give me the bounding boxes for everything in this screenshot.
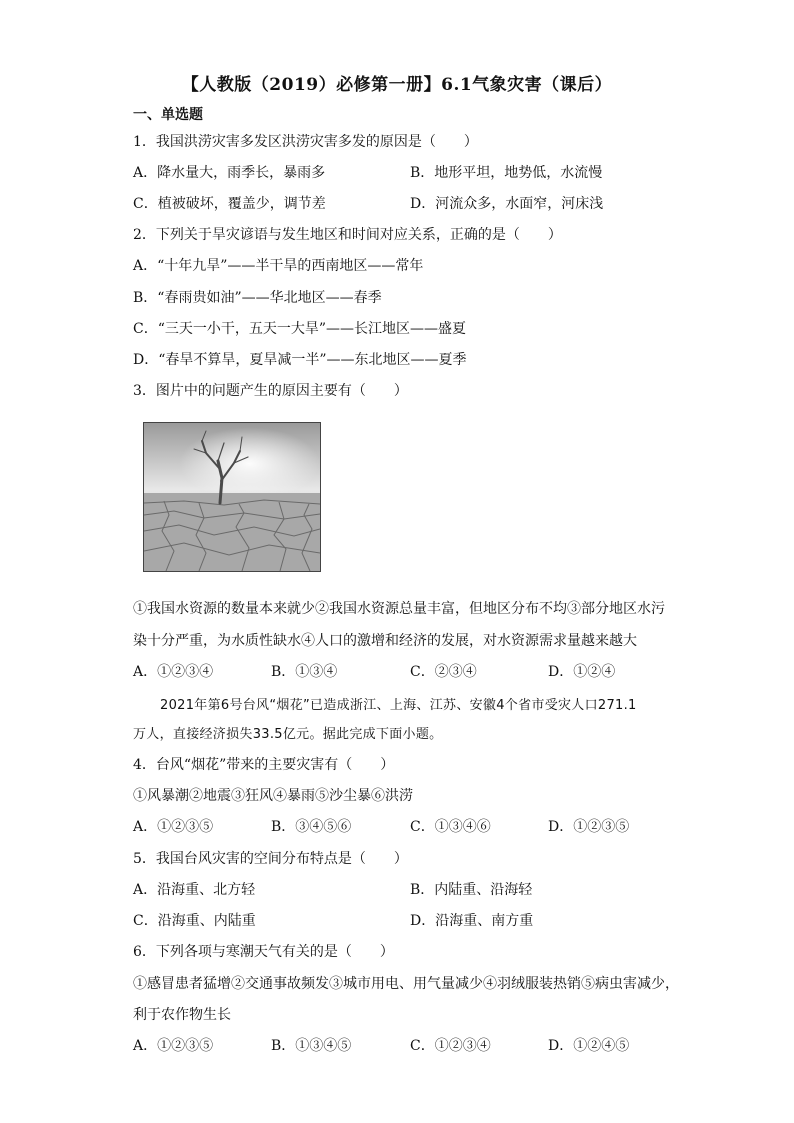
question-6-text-line-2: 利于农作物生长 bbox=[133, 1007, 231, 1023]
question-6-option-d[interactable]: D．①②④⑤ bbox=[548, 1038, 630, 1054]
question-5-option-b[interactable]: B．内陆重、沿海轻 bbox=[410, 882, 533, 898]
question-6-option-a[interactable]: A．①②③⑤ bbox=[133, 1038, 214, 1054]
question-1-option-b[interactable]: B．地形平坦，地势低，水流慢 bbox=[410, 165, 603, 181]
dead-tree-cracked-earth-image bbox=[144, 423, 320, 571]
question-5-stem: 5．我国台风灾害的空间分布特点是（ ） bbox=[133, 851, 408, 867]
question-1-stem: 1．我国洪涝灾害多发区洪涝灾害多发的原因是（ ） bbox=[133, 134, 478, 150]
question-2-option-d[interactable]: D．“春旱不算旱，夏旱减一半”——东北地区——夏季 bbox=[133, 352, 467, 368]
question-5-option-d[interactable]: D．沿海重、南方重 bbox=[410, 913, 534, 929]
question-3-text-line-2: 染十分严重，为水质性缺水④人口的激增和经济的发展，对水资源需求量越来越大 bbox=[133, 633, 637, 649]
question-2-option-a[interactable]: A．“十年九旱”——半干旱的西南地区——常年 bbox=[133, 258, 424, 274]
question-4-stem: 4．台风“烟花”带来的主要灾害有（ ） bbox=[133, 757, 395, 773]
question-4-option-c[interactable]: C．①③④⑥ bbox=[410, 819, 491, 835]
question-3-option-a[interactable]: A．①②③④ bbox=[133, 664, 214, 680]
question-2-option-b[interactable]: B．“春雨贵如油”——华北地区——春季 bbox=[133, 290, 382, 306]
question-5-option-a[interactable]: A．沿海重、北方轻 bbox=[133, 882, 256, 898]
question-6-stem: 6．下列各项与寒潮天气有关的是（ ） bbox=[133, 944, 394, 960]
question-2-stem: 2．下列关于旱灾谚语与发生地区和时间对应关系，正确的是（ ） bbox=[133, 227, 562, 243]
drought-photo bbox=[143, 422, 321, 572]
question-4-option-a[interactable]: A．①②③⑤ bbox=[133, 819, 214, 835]
page-title: 【人教版（2019）必修第一册】6.1气象灾害（课后） bbox=[181, 75, 613, 95]
question-1-option-a[interactable]: A．降水量大，雨季长，暴雨多 bbox=[133, 165, 326, 181]
question-3-option-d[interactable]: D．①②④ bbox=[548, 664, 616, 680]
passage-line-1: 2021年第6号台风“烟花”已造成浙江、上海、江苏、安徽4个省市受灾人口271.1 bbox=[160, 698, 637, 713]
question-6-option-b[interactable]: B．①③④⑤ bbox=[271, 1038, 352, 1054]
question-4-option-d[interactable]: D．①②③⑤ bbox=[548, 819, 630, 835]
question-1-option-c[interactable]: C．植被破坏，覆盖少，调节差 bbox=[133, 196, 326, 212]
section-heading: 一、单选题 bbox=[133, 107, 203, 123]
question-3-option-b[interactable]: B．①③④ bbox=[271, 664, 338, 680]
question-6-text-line-1: ①感冒患者猛增②交通事故频发③城市用电、用气量减少④羽绒服装热销⑤病虫害减少， bbox=[133, 976, 679, 992]
question-4-text: ①风暴潮②地震③狂风④暴雨⑤沙尘暴⑥洪涝 bbox=[133, 788, 413, 804]
question-6-option-c[interactable]: C．①②③④ bbox=[410, 1038, 491, 1054]
passage-line-2: 万人，直接经济损失33.5亿元。据此完成下面小题。 bbox=[133, 727, 443, 742]
question-3-option-c[interactable]: C．②③④ bbox=[410, 664, 477, 680]
question-3-text-line-1: ①我国水资源的数量本来就少②我国水资源总量丰富，但地区分布不均③部分地区水污 bbox=[133, 601, 665, 617]
question-4-option-b[interactable]: B．③④⑤⑥ bbox=[271, 819, 352, 835]
question-2-option-c[interactable]: C．“三天一小干，五天一大旱”——长江地区——盛夏 bbox=[133, 321, 467, 337]
question-1-option-d[interactable]: D．河流众多，水面窄，河床浅 bbox=[410, 196, 604, 212]
question-3-stem: 3．图片中的问题产生的原因主要有（ ） bbox=[133, 383, 408, 399]
question-5-option-c[interactable]: C．沿海重、内陆重 bbox=[133, 913, 256, 929]
